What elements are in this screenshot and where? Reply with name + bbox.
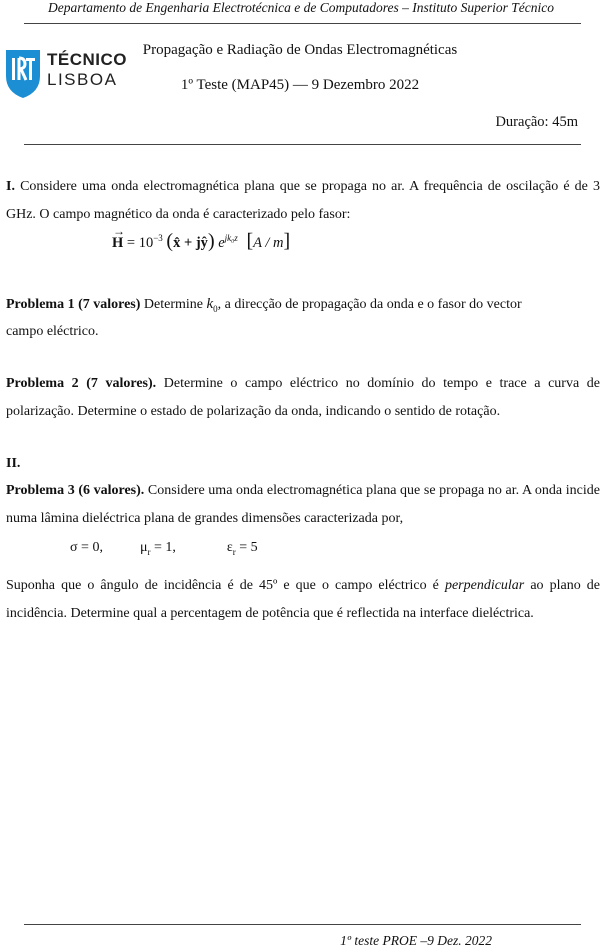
section1-intro-text: Considere uma onda electromagnética plana que se propaga no ar. A frequência de oscilação é de 3 GHz. O campo magnético da onda é caracterizado pelo fasor:	[6, 179, 600, 222]
problem3-text2a: Suponha que o ângulo de incidência é de 45º e que o campo eléctrico é	[6, 578, 445, 593]
problem1-label: Problema 1 (7 valores)	[6, 297, 141, 312]
problem3-params	[70, 540, 258, 557]
h-vec: x̂ + jŷ	[173, 235, 208, 251]
problem3	[6, 477, 600, 533]
h-exp: −3	[153, 233, 163, 244]
header-rule	[24, 23, 581, 24]
problem1-cont: campo eléctrico.	[6, 324, 99, 339]
problem3-question	[6, 572, 600, 628]
h-vector: → H	[112, 224, 125, 251]
h-field-equation: → $H = 10^{-3}$ (x̂ + jŷ) $e^{jk_0z}$ [A / m]	[112, 224, 291, 252]
section1-label: I.	[6, 179, 15, 194]
header-institution: Departamento de Engenharia Electrotécnica e de Computadores – Instituto Superior Técnico	[48, 0, 554, 15]
param-mu: μ	[139, 540, 148, 555]
problem1-k-sub: 0	[213, 303, 218, 314]
problem1-text-b: , a direcção de propagação da onda e o fasor do vector	[217, 297, 522, 312]
logo-line2: LISBOA	[47, 70, 118, 89]
problem2-text: Determine o campo eléctrico no domínio do tempo e trace a curva de polarização. Determine o estado de polarização da onda, indicando o sentido de rotação.	[6, 376, 600, 419]
problem1-k: k	[206, 296, 214, 312]
h-unit: A / m	[253, 235, 284, 251]
footer-text: 1º teste PROE –9 Dez. 2022	[340, 933, 492, 948]
h-eq: = 10	[126, 235, 154, 251]
h-e: e	[218, 235, 225, 251]
param-mu-sub: r	[147, 546, 151, 557]
test-title: 1º Teste (MAP45) — 9 Dezembro 2022	[180, 77, 420, 93]
problem2	[6, 370, 600, 426]
problem3-text: Considere uma onda electromagnética plana que se propaga no ar. A onda incide numa lâmina dieléctrica plana de grandes dimensões caracterizada por,	[6, 483, 600, 526]
param-mu-val: = 1,	[150, 540, 176, 555]
param-eps-val: = 5	[235, 540, 258, 555]
problem3-text2b: perpendicular	[444, 578, 525, 593]
param-eps: ε	[226, 540, 233, 555]
duration: Duração: 45m	[495, 114, 578, 130]
problem2-label: Problema 2 (7 valores).	[6, 376, 157, 391]
h-eexp: jk₀z	[224, 233, 238, 244]
logo-line1: TÉCNICO	[47, 50, 127, 69]
vector-arrow-icon: →	[113, 224, 125, 238]
param-eps-sub: r	[232, 546, 236, 557]
section1-intro	[6, 173, 600, 229]
param-sigma: σ = 0,	[70, 540, 103, 555]
problem1-text-a: Determine	[140, 297, 207, 312]
course-title: Propagação e Radiação de Ondas Electromagnéticas	[142, 42, 458, 58]
title-rule	[24, 144, 581, 145]
problem3-label: Problema 3 (6 valores).	[6, 483, 145, 498]
problem3-text2c: ao plano de incidência. Determine qual a percentagem de potência que é reflectida na interface dieléctrica.	[6, 578, 600, 621]
section2-label: II.	[6, 456, 21, 471]
footer-rule	[24, 924, 581, 925]
tecnico-logo	[4, 46, 129, 100]
